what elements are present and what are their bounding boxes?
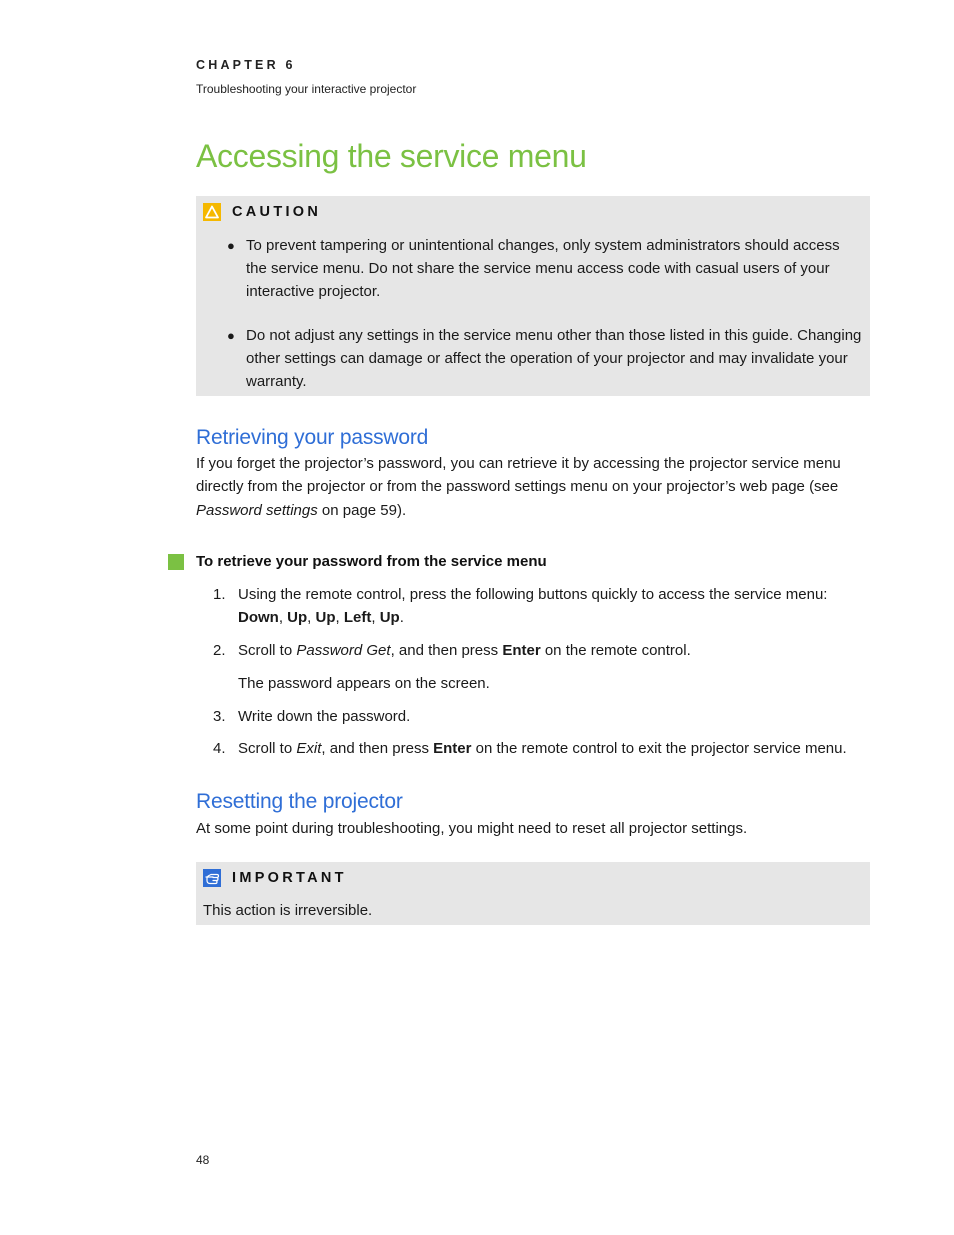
button-name: Down — [238, 609, 279, 626]
step-text: on the remote control. — [540, 642, 691, 659]
caution-label: CAUTION — [232, 204, 322, 220]
caution-box — [196, 196, 870, 396]
step-item — [213, 737, 863, 760]
button-name: Up — [315, 609, 336, 626]
separator: , — [371, 609, 380, 626]
important-header — [203, 869, 347, 887]
section-heading-reset: Resetting the projector — [196, 790, 403, 813]
retrieve-paragraph — [196, 452, 856, 522]
important-box — [196, 862, 870, 925]
step-number: 4. — [213, 740, 226, 757]
steps-list — [213, 583, 863, 760]
step-item — [213, 639, 863, 662]
step-text: Scroll to — [238, 642, 297, 659]
step-text: , and then press — [390, 642, 503, 659]
caution-item-text: To prevent tampering or unintentional changes, only system administrators should access the service menu. Do not share the service menu access code with casual users of your interactive projector. — [246, 237, 840, 300]
chapter-label: CHAPTER 6 — [196, 58, 296, 72]
step-number: 3. — [213, 708, 226, 725]
step-number: 1. — [213, 586, 226, 603]
step-text: , and then press — [321, 740, 434, 757]
step-subtext: The password appears on the screen. — [238, 675, 490, 692]
procedure-header — [168, 553, 547, 570]
procedure-title: To retrieve your password from the service menu — [196, 553, 547, 570]
step-item — [213, 583, 863, 629]
menu-item-name: Exit — [296, 740, 322, 757]
section-heading-retrieve: Retrieving your password — [196, 426, 429, 449]
button-name: Up — [379, 609, 400, 626]
password-settings-link[interactable]: Password settings — [196, 501, 318, 519]
step-end: . — [399, 609, 404, 626]
caution-item — [196, 324, 870, 393]
retrieve-para-text: If you forget the projector’s password, you can retrieve it by accessing the projector service menu directly from the projector or from the password settings menu on your projector’s web page (see — [196, 455, 841, 496]
retrieve-para-text: on page 59). — [317, 501, 407, 519]
step-item — [213, 705, 863, 728]
page-number: 48 — [196, 1153, 210, 1167]
step-text: on the remote control to exit the projector service menu. — [471, 740, 847, 757]
reset-paragraph: At some point during troubleshooting, you might need to reset all projector settings. — [196, 820, 748, 837]
procedure-square-icon — [168, 554, 184, 570]
step-text: Write down the password. — [238, 708, 411, 725]
separator: , — [307, 609, 316, 626]
step-number: 2. — [213, 642, 226, 659]
chapter-subtitle: Troubleshooting your interactive projector — [196, 82, 417, 96]
bullet-icon: ● — [227, 328, 235, 343]
caution-header — [203, 203, 321, 221]
caution-list — [196, 234, 870, 414]
step-text: Using the remote control, press the following buttons quickly to access the service menu: — [238, 586, 828, 603]
bullet-icon: ● — [227, 238, 235, 253]
important-label: IMPORTANT — [232, 870, 347, 886]
separator: , — [278, 609, 288, 626]
button-name: Left — [343, 609, 372, 626]
pointing-hand-icon — [203, 869, 221, 887]
button-name: Up — [287, 609, 308, 626]
menu-item-name: Password Get — [296, 642, 391, 659]
caution-item-text: Do not adjust any settings in the service menu other than those listed in this guide. Changing other settings can damage or affect the operation of your projector and may invalidate your warranty. — [246, 327, 862, 390]
key-name: Enter — [502, 642, 541, 659]
step-text: Scroll to — [238, 740, 297, 757]
page-title: Accessing the service menu — [196, 138, 587, 174]
warning-triangle-icon — [203, 203, 221, 221]
key-name: Enter — [433, 740, 472, 757]
separator: , — [335, 609, 344, 626]
caution-item — [196, 234, 870, 303]
important-text: This action is irreversible. — [203, 902, 373, 919]
